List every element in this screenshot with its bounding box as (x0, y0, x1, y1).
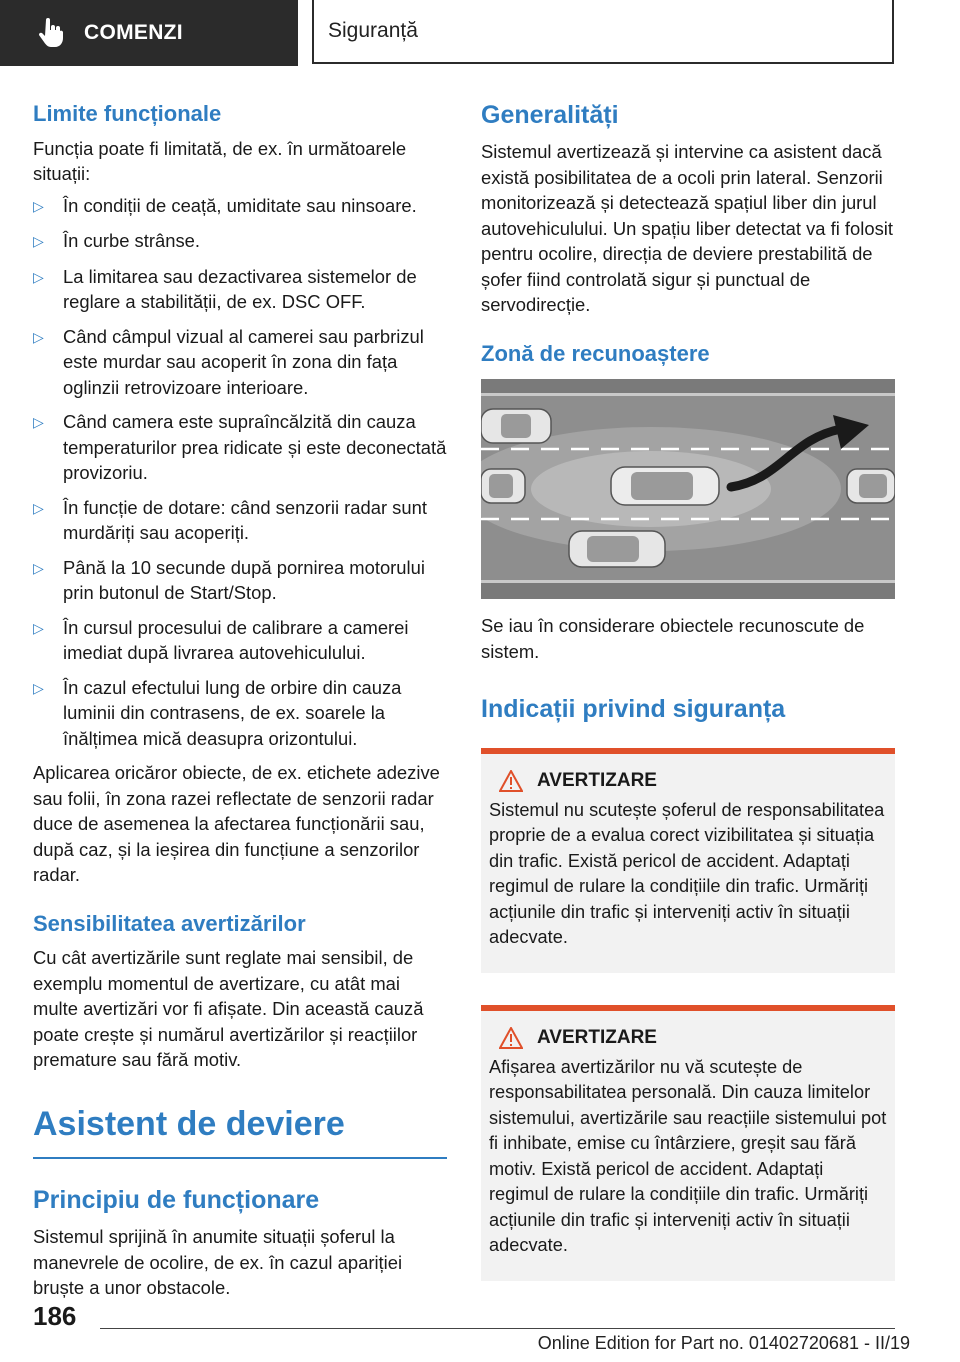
general-heading: Generalități (481, 101, 619, 129)
right-column (481, 100, 895, 1281)
warning-box (481, 748, 895, 973)
limits-list (33, 193, 447, 752)
triangle-bullet-icon: ▷ (33, 619, 44, 636)
triangle-bullet-icon: ▷ (33, 679, 44, 696)
limits-outro: Aplicarea oricăror obiecte, de ex. etichete adezive sau folii, în zona razei reflectate de senzorii radar duce de asemenea la afectarea funcționării sau, după caz, și la ieșirea din funcțiune a senzorilor radar. (33, 762, 440, 885)
principle-heading: Principiu de funcționare (33, 1186, 320, 1214)
tab-comenzi[interactable] (0, 0, 298, 66)
tab-comenzi-label: COMENZI (84, 21, 183, 44)
sensitivity-heading: Sensibilitatea avertizărilor (33, 910, 306, 936)
limits-heading: Limite funcționale (33, 101, 222, 126)
page-footer (0, 1295, 960, 1362)
warning-box (481, 1005, 895, 1281)
warning-text: Sistemul nu scutește șoferul de responsabilitatea proprie de a evalua corect vizibilitatea și situația din trafic. Există pericol de accident. Adaptați regimul de rulare la condițiile din trafic. Urmăriți acțiunile din trafic și interveniți activ în situații adecvate. (489, 799, 885, 947)
warning-title: AVERTIZARE (499, 1027, 887, 1049)
footer-divider (100, 1328, 895, 1329)
list-item: ▷ În curbe strânse. (33, 228, 447, 255)
list-item: ▷ Când camera este supraîncălzită din cauza temperaturilor prea ridicate și este deconectată provizoriu. (33, 409, 447, 486)
tab-siguranta[interactable] (312, 0, 894, 64)
page-header (0, 0, 960, 66)
triangle-bullet-icon: ▷ (33, 499, 44, 516)
list-item: ▷ În cursul procesului de calibrare a camerei imediat după livrarea autovehiculului. (33, 615, 447, 666)
warning-triangle-icon (499, 770, 523, 792)
triangle-bullet-icon: ▷ (33, 197, 44, 214)
triangle-bullet-icon: ▷ (33, 559, 44, 576)
detection-zone-illustration (481, 379, 895, 599)
warning-triangle-icon (499, 1027, 523, 1049)
principle-text: Sistemul sprijină în anumite situații șoferul la manevrele de ocolire, de ex. în cazul apariției bruște a unor obstacole. (33, 1226, 403, 1299)
safety-heading: Indicații privind siguranța (481, 695, 786, 724)
page-number: 186 (33, 1301, 77, 1331)
triangle-bullet-icon: ▷ (33, 233, 44, 249)
list-item: ▷ La limitarea sau dezactivarea sistemelor de reglare a stabilității, de ex. DSC OFF. (33, 264, 447, 315)
list-item: ▷ Până la 10 secunde după pornirea motorului prin butonul de Start/Stop. (33, 555, 447, 606)
zone-heading: Zonă de recunoaștere (481, 340, 710, 366)
list-item: ▷ Când câmpul vizual al camerei sau parbrizul este murdar sau acoperit în zona din fața oglinzii retrovizoare interioare. (33, 324, 447, 401)
edition-text: Online Edition for Part no. 01402720681 - II/19 (537, 1333, 910, 1353)
car-icon (611, 467, 719, 505)
car-icon (481, 469, 525, 503)
car-icon (481, 409, 551, 443)
triangle-bullet-icon: ▷ (33, 268, 44, 285)
car-icon (569, 531, 665, 567)
warning-text: Afișarea avertizărilor nu vă scutește de responsabilitatea personală. Din cauza limitelor sistemului, avertizările sau reacțiile sistemului pot fi inhibate, emise cu întârziere, greșit sau fără motiv. Există pericol de accident. Adaptați regimul de rulare la condițiile din trafic. Urmăriți acțiunile din trafic și interveniți activ în situații adecvate. (489, 1056, 887, 1255)
chapter-title: Asistent de deviere (33, 1103, 447, 1160)
list-item: ▷ În cazul efectului lung de orbire din cauza luminii din contrasens, de ex. soarele la înălțimea mică deasupra orizontului. (33, 675, 447, 752)
triangle-bullet-icon: ▷ (33, 414, 44, 430)
general-text: Sistemul avertizează și intervine ca asistent dacă există posibilitatea de a ocoli prin lateral. Senzorii monitorizează și detectează spațiul liber din jurul autovehiculului. Un spațiu liber detectat va fi folosit pentru ocolire, direcția de deviere prestabilită de șofer fiind controlată sigur și punctual de servodirecție. (481, 141, 893, 316)
warning-title: AVERTIZARE (499, 770, 887, 792)
list-item: ▷ În funcție de dotare: când senzorii radar sunt murdăriți sau acoperiți. (33, 495, 447, 546)
left-column (33, 100, 447, 1301)
triangle-bullet-icon: ▷ (33, 328, 44, 345)
tab-siguranta-label: Siguranță (328, 19, 418, 42)
limits-intro: Funcția poate fi limitată, de ex. în următoarele situații: (33, 137, 407, 184)
list-item: ▷ În condiții de ceață, umiditate sau ninsoare. (33, 193, 447, 220)
zone-caption: Se iau în considerare obiectele recunoscute de sistem. (481, 615, 865, 662)
sensitivity-text: Cu cât avertizările sunt reglate mai sensibil, de exemplu momentul de avertizare, cu atât mai multe avertizări vor fi afișate. Din această cauză poate crește și numărul avertizărilor și reacțiilor premature sau fără motiv. (33, 947, 424, 1070)
car-icon (847, 469, 895, 503)
hand-icon (38, 18, 64, 48)
